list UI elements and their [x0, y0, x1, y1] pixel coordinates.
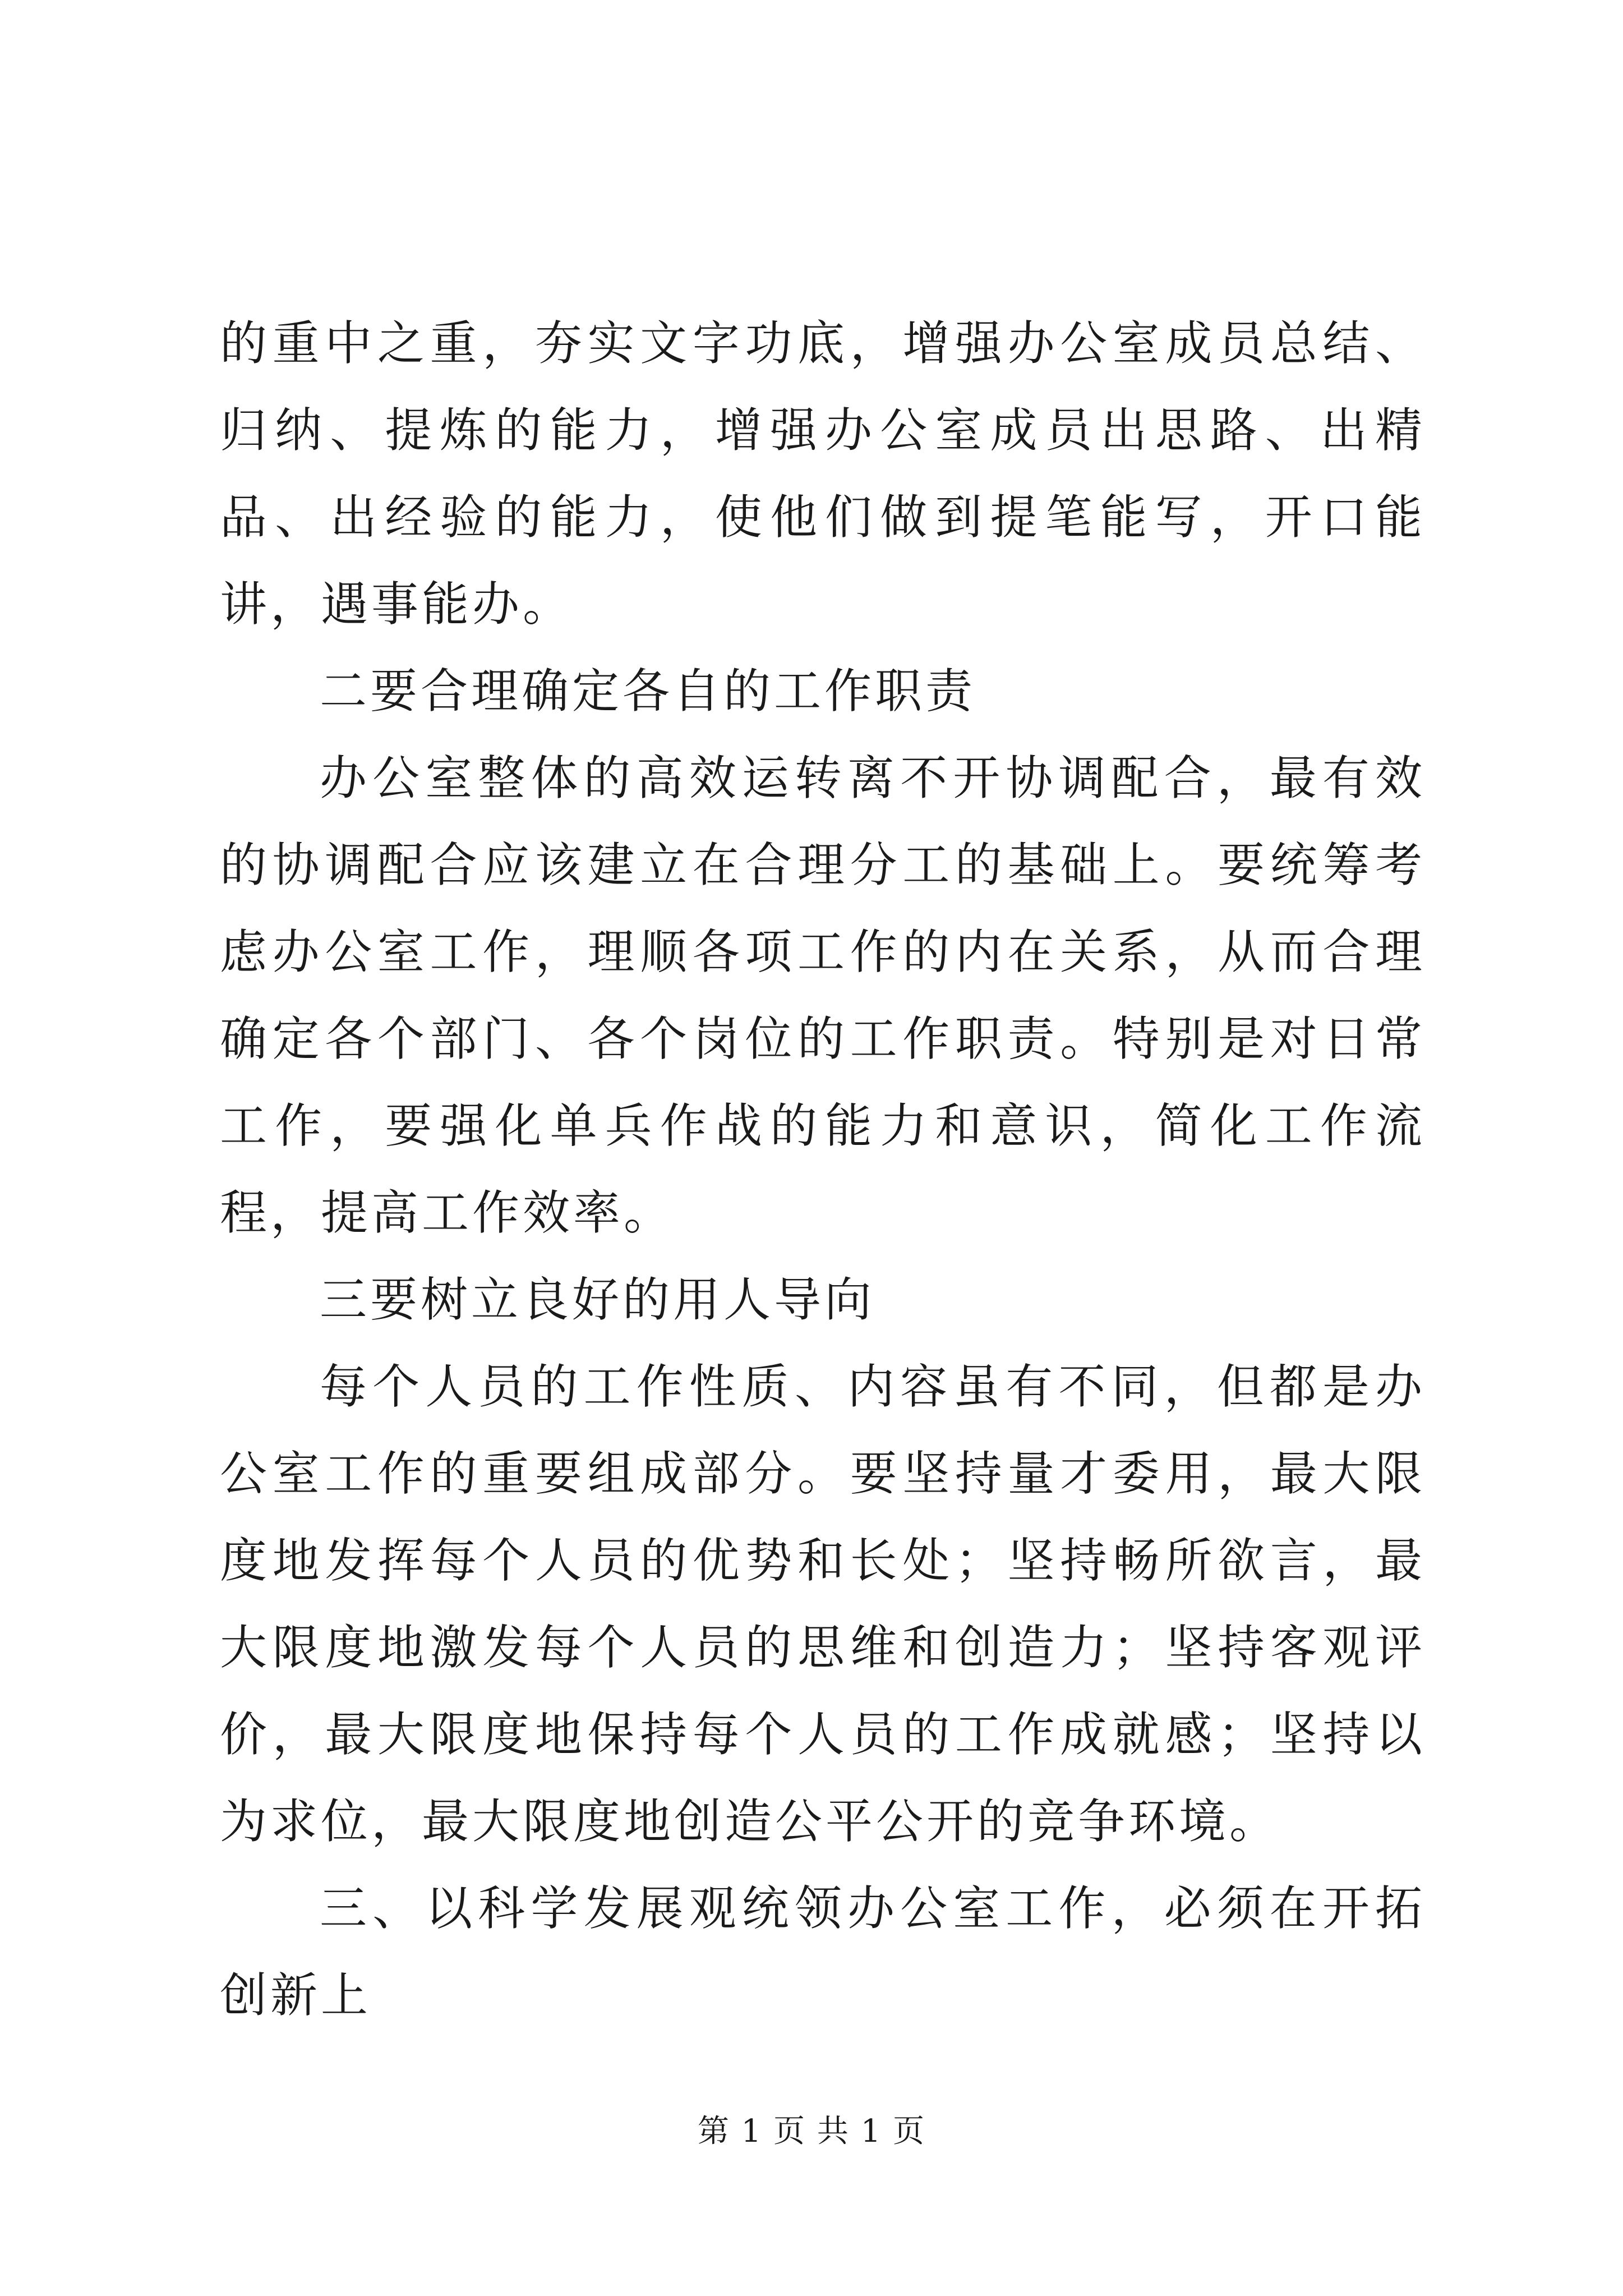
paragraph-continuation: 的重中之重，夯实文字功底，增强办公室成员总结、归纳、提炼的能力，增强办公室成员出思路、出精品、出经验的能力，使他们做到提笔能写，开口能讲，遇事能办。: [220, 316, 1426, 632]
section-heading-staffing: 三要树立良好的用人导向: [320, 1272, 875, 1327]
paragraph-staffing: 每个人员的工作性质、内容虽有不同，但都是办公室工作的重要组成部分。要坚持量才委用，最大限度地发挥每个人员的优势和长处；坚持畅所欲言，最大限度地激发每个人员的思维和创造力；坚持客观评价，最大限度地保持每个人员的工作成就感；坚持以为求位，最大限度地创造公平公开的竞争环境。: [220, 1359, 1426, 1849]
section-heading-responsibilities: 二要合理确定各自的工作职责: [320, 664, 976, 719]
document-body: [220, 300, 1426, 2039]
section-heading-innovation: 三、以科学发展观统领办公室工作，必须在开拓创新上: [220, 1881, 1426, 2023]
paragraph-coordination: 办公室整体的高效运转离不开协调配合，最有效的协调配合应该建立在合理分工的基础上。要统筹考虑办公室工作，理顺各项工作的内在关系，从而合理确定各个部门、各个岗位的工作职责。特别是对日常工作，要强化单兵作战的能力和意识，简化工作流程，提高工作效率。: [220, 751, 1426, 1240]
page-number-footer: 第 1 页 共 1 页: [697, 2113, 926, 2150]
